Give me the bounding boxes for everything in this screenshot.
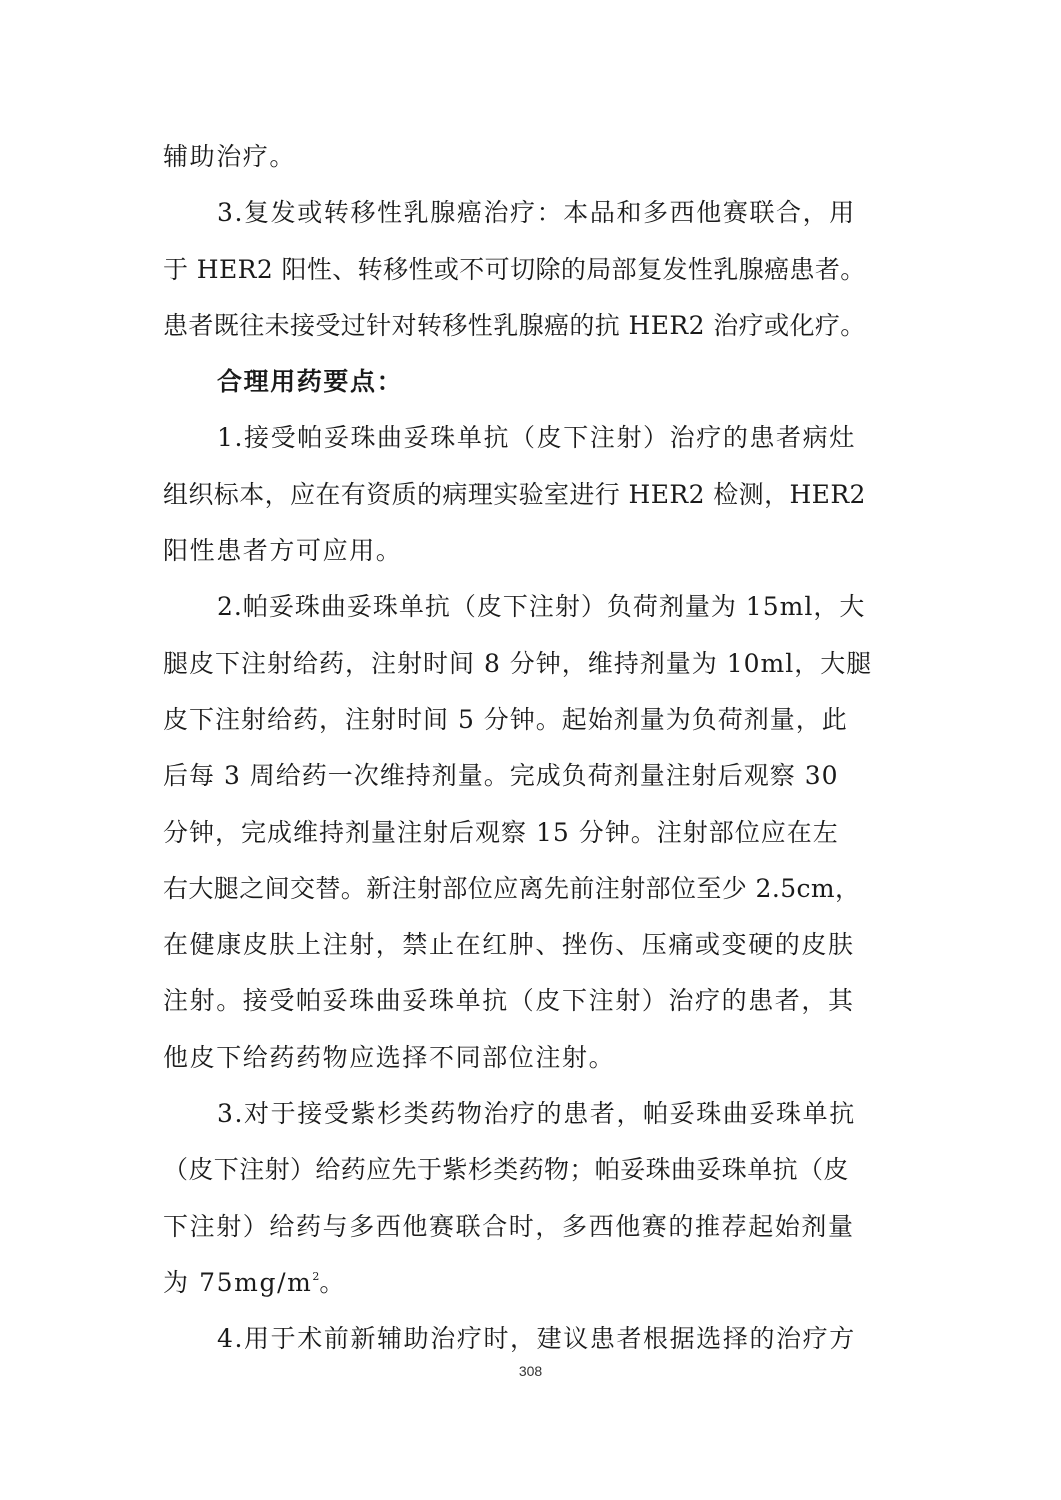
text-line: 右大腿之间交替。新注射部位应离先前注射部位至少 2.5cm， — [163, 873, 861, 903]
body-text — [163, 129, 898, 1368]
text-line: 患者既往未接受过针对转移性乳腺癌的抗 HER2 治疗或化疗。 — [163, 310, 866, 340]
text-line: 辅助治疗。 — [163, 142, 297, 171]
text-line: 分钟，完成维持剂量注射后观察 15 分钟。注射部位应在左 — [163, 817, 839, 847]
text-line: 1.接受帕妥珠曲妥珠单抗（皮下注射）治疗的患者病灶 — [217, 423, 856, 453]
dose-suffix: 。 — [319, 1267, 347, 1297]
text-line: 他皮下给药药物应选择不同部位注射。 — [163, 1042, 616, 1072]
text-line: 注射。接受帕妥珠曲妥珠单抗（皮下注射）治疗的患者，其 — [163, 986, 855, 1016]
text-line: 3.对于接受紫杉类药物治疗的患者，帕妥珠曲妥珠单抗 — [217, 1099, 856, 1129]
dose-prefix: 为 75mg/m — [163, 1267, 313, 1297]
text-line: 组织标本，应在有资质的病理实验室进行 HER2 检测，HER2 — [163, 479, 866, 509]
text-line: 阳性患者方可应用。 — [163, 536, 403, 566]
dose-line — [163, 1255, 898, 1311]
page-number: 308 — [518, 1363, 543, 1379]
text-line: （皮下注射）给药应先于紫杉类药物；帕妥珠曲妥珠单抗（皮 — [163, 1155, 849, 1185]
text-line: 在健康皮肤上注射，禁止在红肿、挫伤、压痛或变硬的皮肤 — [163, 930, 855, 960]
text-line: 后每 3 周给药一次维持剂量。完成负荷剂量注射后观察 30 — [163, 761, 839, 791]
section-heading: 合理用药要点： — [217, 367, 404, 397]
text-line: 下注射）给药与多西他赛联合时，多西他赛的推荐起始剂量 — [163, 1211, 855, 1241]
text-line: 3.复发或转移性乳腺癌治疗：本品和多西他赛联合，用 — [217, 198, 856, 228]
text-line: 腿皮下注射给药，注射时间 8 分钟，维持剂量为 10ml，大腿 — [163, 648, 873, 678]
text-line: 2.帕妥珠曲妥珠单抗（皮下注射）负荷剂量为 15ml，大 — [217, 592, 866, 622]
text-line: 皮下注射给药，注射时间 5 分钟。起始剂量为负荷剂量，此 — [163, 704, 848, 734]
dose-superscript: 2 — [312, 1269, 320, 1283]
text-line: 4.用于术前新辅助治疗时，建议患者根据选择的治疗方 — [217, 1324, 856, 1354]
text-line: 于 HER2 阳性、转移性或不可切除的局部复发性乳腺癌患者。 — [163, 254, 866, 284]
